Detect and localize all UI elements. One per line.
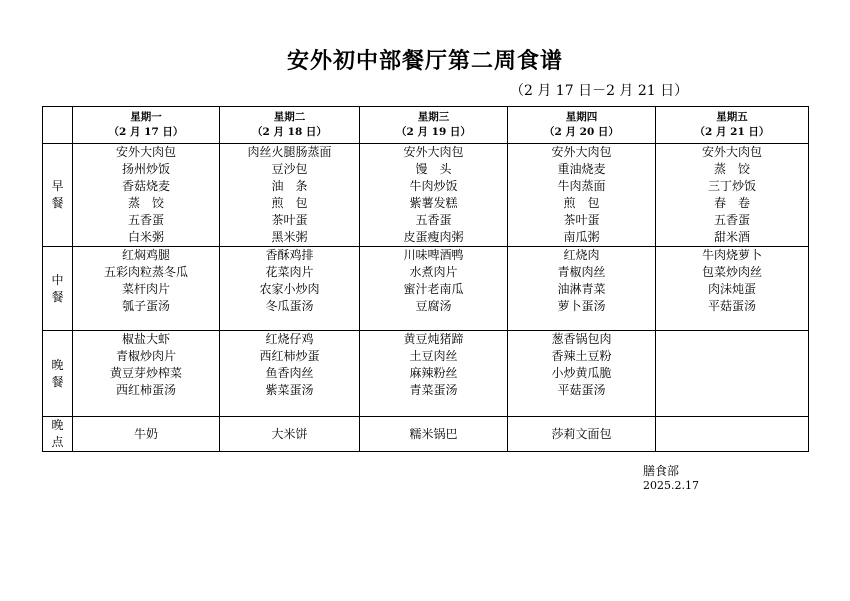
dish-item: 牛肉烧萝卜: [701, 248, 762, 262]
dish-item: 蒸 饺: [713, 162, 750, 176]
footer-department: 膳食部: [643, 464, 680, 478]
dish-item: 紫薯发糕: [409, 196, 458, 210]
dish-item: 牛肉蒸面: [557, 179, 606, 193]
day-name: 星期四: [565, 111, 598, 123]
dish-item: 馒 头: [415, 162, 452, 176]
meal-label: [43, 144, 73, 247]
dish-item: 肉沫炖蛋: [707, 282, 756, 296]
dish-item: 黄豆炖猪蹄: [403, 332, 464, 346]
dish-item: 青椒肉丝: [557, 265, 606, 279]
dish-item: 农家小炒肉: [259, 282, 320, 296]
dish-item: 春 卷: [713, 196, 750, 210]
day-date: （2 月 17 日）: [108, 126, 184, 138]
dish-item: 青菜蛋汤: [409, 383, 458, 397]
dish-item: 平菇蛋汤: [707, 299, 756, 313]
page-title: 安外初中部餐厅第二周食谱: [286, 49, 563, 74]
meal-label-char: 餐: [51, 196, 64, 210]
meal-row-lunch: [43, 247, 809, 331]
day-header-mon: [73, 107, 220, 144]
dish-item: 豆沙包: [271, 162, 308, 176]
dish-item: 大米饼: [271, 426, 308, 441]
dish-item: 青椒炒肉片: [115, 349, 176, 363]
dish-item: 煎 包: [271, 196, 308, 210]
meal-label: [43, 331, 73, 417]
day-name: 星期五: [716, 111, 748, 123]
dish-item: 茶叶蛋: [271, 213, 308, 227]
menu-cell: [360, 331, 508, 417]
menu-cell: [220, 247, 360, 331]
dish-item: 麻辣粉丝: [409, 366, 458, 380]
dish-item: 紫菜蛋汤: [265, 383, 314, 397]
dish-item: 重油烧麦: [557, 162, 606, 176]
dish-item: 黑米粥: [271, 230, 308, 244]
menu-cell: [656, 331, 809, 417]
day-date: （2 月 19 日）: [396, 126, 471, 138]
dish-item: 瓠子蛋汤: [121, 299, 170, 313]
dish-item: 豆腐汤: [415, 299, 452, 313]
meal-row-dinner: [43, 331, 809, 417]
dish-item: 香菇烧麦: [121, 179, 170, 193]
menu-cell: [73, 331, 220, 417]
meal-label-char: 餐: [51, 289, 64, 304]
dish-item: 萝卜蛋汤: [557, 299, 606, 313]
dish-item: 油淋青菜: [557, 282, 606, 296]
dish-item: 冬瓜蛋汤: [265, 299, 314, 313]
dish-item: 肉丝火腿肠蒸面: [247, 145, 332, 159]
dish-item: 五彩肉粒蒸冬瓜: [103, 265, 188, 279]
header-row: [43, 107, 809, 144]
menu-cell: [656, 247, 809, 331]
menu-cell: [73, 247, 220, 331]
dish-item: 红焖鸡腿: [121, 248, 170, 262]
dish-item: 川味啤酒鸭: [403, 248, 464, 262]
dish-item: 皮蛋瘦肉粥: [403, 230, 464, 244]
menu-cell: [508, 247, 656, 331]
dish-item: 五香蛋: [415, 213, 452, 227]
dish-item: 蜜汁老南瓜: [403, 282, 464, 296]
day-header-fri: [656, 107, 809, 144]
meal-label: [43, 417, 73, 452]
dish-item: 五香蛋: [127, 213, 164, 227]
dish-item: 黄豆芽炒榨菜: [109, 366, 182, 380]
day-date: （2 月 21 日）: [694, 126, 770, 138]
meal-label-char: 早: [51, 179, 64, 193]
menu-cell: [508, 417, 656, 452]
day-date: （2 月 18 日）: [252, 126, 327, 138]
meal-row-breakfast: [43, 144, 809, 247]
dish-item: 安外大肉包: [551, 145, 612, 159]
meal-label-char: 餐: [51, 374, 64, 389]
dish-item: 水煮肉片: [409, 265, 458, 279]
day-name: 星期一: [130, 111, 162, 123]
day-header-wed: [360, 107, 508, 144]
dish-item: 红烧仔鸡: [265, 332, 314, 346]
dish-item: 花菜肉片: [265, 265, 314, 279]
dish-item: 平菇蛋汤: [557, 383, 606, 397]
meal-label-char: 晚: [51, 357, 64, 372]
menu-cell: [508, 331, 656, 417]
dish-item: 莎莉文面包: [551, 426, 612, 441]
dish-item: 葱香锅包肉: [551, 332, 612, 346]
dish-item: 小炒黄瓜脆: [551, 366, 612, 380]
meal-label-char: 中: [51, 272, 64, 287]
dish-item: 鱼香肉丝: [265, 366, 314, 380]
corner-cell: [43, 107, 73, 144]
dish-item: 香辣土豆粉: [551, 349, 612, 363]
day-header-tue: [220, 107, 360, 144]
day-header-thu: [508, 107, 656, 144]
menu-cell: [360, 417, 508, 452]
day-date: （2 月 20 日）: [544, 126, 619, 138]
dish-item: 菜杆肉片: [121, 282, 170, 296]
dish-item: 蒸 饺: [127, 196, 164, 210]
menu-cell: [73, 144, 220, 247]
dish-item: 茶叶蛋: [563, 213, 600, 227]
dish-item: 扬州炒饭: [121, 162, 170, 176]
day-name: 星期三: [417, 111, 450, 123]
dish-item: 煎 包: [563, 196, 600, 210]
dish-item: 西红柿蛋汤: [115, 383, 176, 397]
dish-item: 包菜炒肉丝: [701, 265, 762, 279]
meal-label-char: 点: [51, 435, 64, 449]
dish-item: 安外大肉包: [701, 145, 762, 159]
menu-cell: [360, 144, 508, 247]
dish-item: 安外大肉包: [403, 145, 464, 159]
menu-cell: [656, 144, 809, 247]
dish-item: 香酥鸡排: [265, 248, 314, 262]
dish-item: 安外大肉包: [115, 145, 176, 159]
dish-item: 土豆肉丝: [409, 349, 458, 363]
meal-label: [43, 247, 73, 331]
date-range: （2 月 17 日－2 月 21 日）: [510, 83, 689, 99]
dish-item: 西红柿炒蛋: [259, 349, 320, 363]
menu-cell: [220, 417, 360, 452]
dish-item: 椒盐大虾: [121, 332, 170, 346]
menu-cell: [360, 247, 508, 331]
menu-cell: [508, 144, 656, 247]
meal-row-night-snack: [43, 417, 809, 452]
dish-item: 糯米锅巴: [409, 426, 458, 441]
menu-table: [42, 106, 809, 452]
meal-label-char: 晚: [51, 418, 64, 432]
footer-date: 2025.2.17: [643, 479, 699, 492]
dish-item: 南瓜粥: [563, 230, 600, 244]
day-name: 星期二: [273, 111, 306, 123]
dish-item: 五香蛋: [713, 213, 750, 227]
dish-item: 红烧肉: [563, 248, 600, 262]
menu-cell: [220, 144, 360, 247]
menu-cell: [656, 417, 809, 452]
dish-item: 白米粥: [127, 230, 164, 244]
dish-item: 甜米酒: [713, 230, 750, 244]
dish-item: 油 条: [271, 179, 308, 193]
menu-cell: [220, 331, 360, 417]
dish-item: 牛奶: [133, 426, 158, 441]
dish-item: 牛肉炒饭: [409, 179, 458, 193]
dish-item: 三丁炒饭: [707, 179, 756, 193]
menu-cell: [73, 417, 220, 452]
